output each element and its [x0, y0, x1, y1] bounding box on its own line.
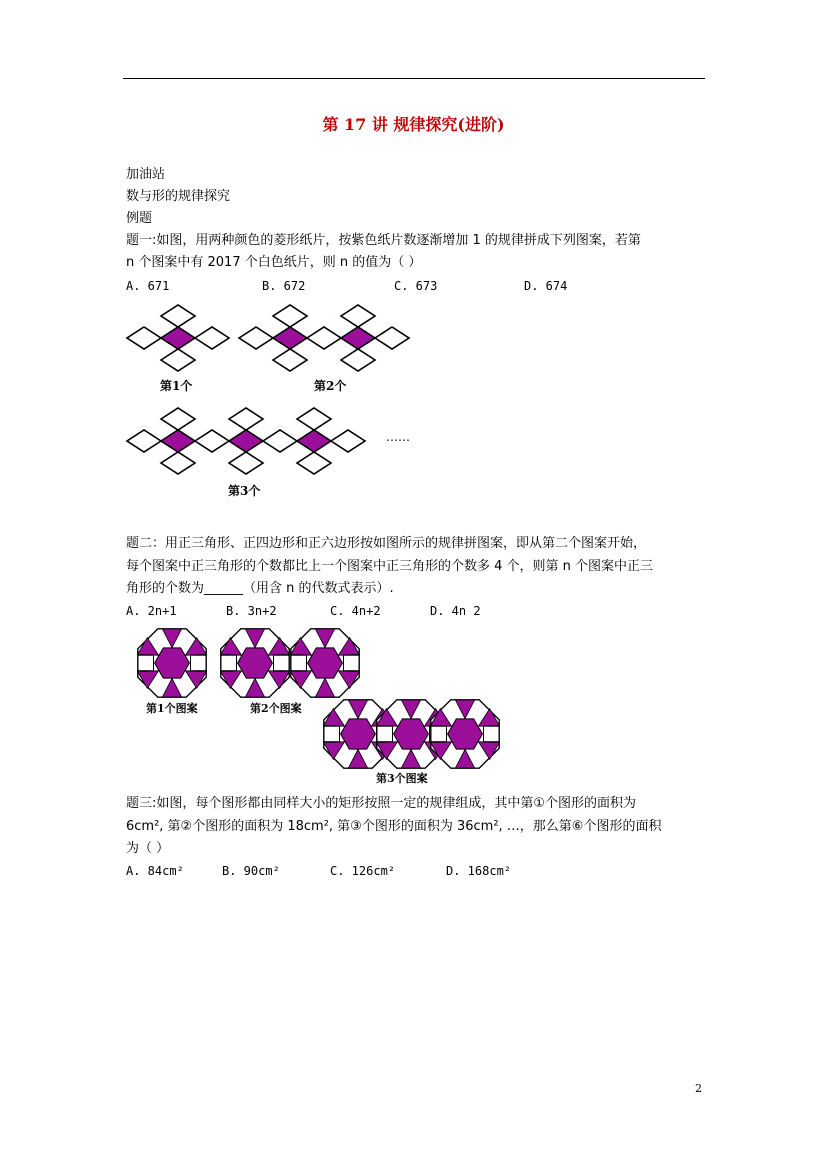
white-rhombus	[239, 327, 273, 349]
purple-rhombus	[297, 430, 331, 452]
white-rhombus	[161, 408, 195, 430]
q1-option-a: A. 671	[126, 279, 170, 293]
white-rhombus	[161, 349, 195, 371]
white-rhombus	[341, 349, 375, 371]
white-square	[324, 726, 340, 742]
q3-option-b: B. 90cm²	[222, 864, 280, 878]
white-square	[377, 726, 393, 742]
white-rhombus	[127, 430, 161, 452]
examples-label: 例题	[126, 211, 153, 226]
q2-text-line1: 题二：用正三角形、正四边形和正六边形按如图所示的规律拼图案，即从第二个图案开始，	[126, 536, 647, 551]
white-rhombus	[273, 305, 307, 327]
q2-caption-3: 第3个图案	[376, 772, 428, 785]
white-rhombus	[161, 305, 195, 327]
white-rhombus	[273, 349, 307, 371]
q1-caption-3: 第3个	[228, 484, 261, 498]
white-square	[291, 655, 307, 671]
q2-caption-2: 第2个图案	[250, 702, 302, 715]
purple-rhombus	[161, 327, 195, 349]
white-rhombus	[263, 430, 297, 452]
q2-caption-1: 第1个图案	[146, 702, 198, 715]
q2-option-a: A. 2n+1	[126, 604, 177, 618]
q3-option-d: D. 168cm²	[446, 864, 512, 878]
purple-rhombus	[273, 327, 307, 349]
white-rhombus	[161, 452, 195, 474]
q3-option-a: A. 84cm²	[126, 864, 184, 878]
q1-caption-2: 第2个	[314, 379, 347, 393]
q2-text-line2: 每个图案中正三角形的个数都比上一个图案中正三角形的个数多 4 个，则第 n 个图案中正三	[126, 559, 654, 574]
q1-option-c: C. 673	[394, 279, 438, 293]
white-square	[274, 655, 290, 671]
white-square	[138, 655, 154, 671]
purple-rhombus	[341, 327, 375, 349]
white-square	[484, 726, 500, 742]
q1-option-b: B. 672	[262, 279, 306, 293]
white-square	[344, 655, 360, 671]
rhombus-pattern-figure	[120, 298, 430, 503]
white-rhombus	[229, 452, 263, 474]
white-rhombus	[375, 327, 409, 349]
white-rhombus	[127, 327, 161, 349]
q1-ellipsis: ……	[386, 430, 410, 444]
white-rhombus	[341, 305, 375, 327]
q3-text-line2: 6cm², 第②个图形的面积为 18cm², 第③个图形的面积为 36cm², …，那么第⑥个图形的面积	[126, 819, 662, 834]
q1-text-line1: 题一:如图，用两种颜色的菱形纸片，按紫色纸片数逐渐增加 1 的规律拼成下列图案，若第	[126, 233, 641, 248]
white-square	[431, 726, 447, 742]
white-square	[191, 655, 207, 671]
q1-option-d: D. 674	[524, 279, 568, 293]
purple-rhombus	[229, 430, 263, 452]
white-rhombus	[195, 327, 229, 349]
q3-option-c: C. 126cm²	[330, 864, 396, 878]
q2-option-c: C. 4n+2	[330, 604, 381, 618]
q2-option-d: D. 4n 2	[430, 604, 481, 618]
white-rhombus	[229, 408, 263, 430]
octagon-tiles	[138, 629, 500, 768]
page-number: 2	[695, 1082, 702, 1095]
purple-rhombus	[161, 430, 195, 452]
section-subtitle: 数与形的规律探究	[126, 189, 231, 204]
q2-text-line3: 角形的个数为______（用含 n 的代数式表示）.	[126, 581, 394, 596]
q1-text-line2: n 个图案中有 2017 个白色纸片，则 n 的值为（ ）	[126, 255, 422, 270]
q3-text-line3: 为（ ）	[126, 841, 170, 856]
q3-text-line1: 题三:如图，每个图形都由同样大小的矩形按照一定的规律组成，其中第①个图形的面积为	[126, 796, 637, 811]
white-rhombus	[297, 408, 331, 430]
section-label: 加油站	[126, 167, 166, 182]
white-rhombus	[307, 327, 341, 349]
page-title: 第 17 讲 规律探究(进阶)	[322, 115, 505, 134]
q1-caption-1: 第1个	[160, 379, 193, 393]
white-square	[221, 655, 237, 671]
header-rule	[123, 78, 705, 79]
white-rhombus	[331, 430, 365, 452]
q2-option-b: B. 3n+2	[226, 604, 277, 618]
white-rhombus	[195, 430, 229, 452]
white-rhombus	[297, 452, 331, 474]
